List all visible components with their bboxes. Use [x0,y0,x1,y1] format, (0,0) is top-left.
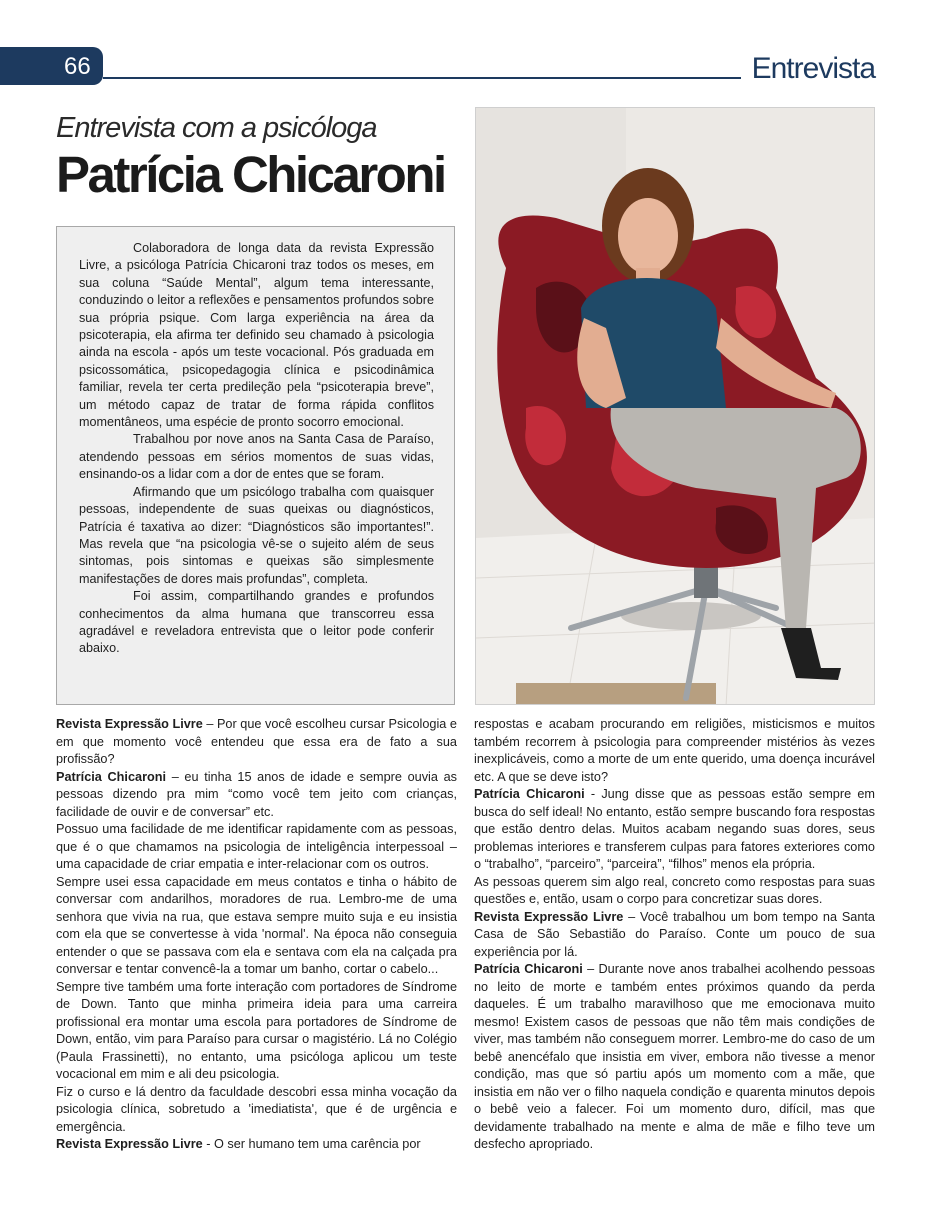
interview-paragraph [474,716,875,786]
paragraph-text: – eu tinha 15 anos de idade e sempre ouvia as pessoas dizendo pra mim “como você tem jeito com crianças, facilidade de ouvir e de conversar” etc. [56,769,457,819]
intro-paragraph: Colaboradora de longa data da revista Expressão Livre, a psicóloga Patrícia Chicaroni traz todos os meses, em sua coluna “Saúde Mental”, algum tema interessante, conduzindo o leitor a reflexões e pensamentos profundos sobre sua própria psique. Com larga experiência na área da psicoterapia, ela afirma ter definido seu chamado à psicologia ainda na escola - após um teste vocacional. Pós graduada em psicossomática, psicopedagogia clínica e psicodinâmica familiar, revela ter certa predileção pela “psicoterapia breve”, um método capaz de tratar de forma rápida conflitos momentâneos, uma espécie de pronto socorro emocional. [79,241,434,430]
header-rule [103,77,741,79]
intro-box [56,226,455,705]
paragraph-text: As pessoas querem sim algo real, concreto como respostas para suas questões e, então, usam o corpo para concretizar suas dores. [474,874,875,906]
interview-paragraph [56,821,457,874]
intro-paragraph: Afirmando que um psicólogo trabalha com quaisquer pessoas, independente de suas queixas ou diagnósticos, Patrícia é taxativa ao dizer: “Diagnósticos são importantes!”. Mas revela que “na psicologia vê-se o sujeito além de seus sintomas, pois sintomas e queixas são simplesmente manifestações de dores mais profundas”, completa. [79,484,434,586]
interview-paragraph [56,979,457,1084]
interview-paragraph [474,786,875,874]
interview-paragraph [56,769,457,822]
section-title: Entrevista [751,52,875,85]
paragraph-text: respostas e acabam procurando em religiões, misticismos e muitos também recorrem à psicologia para compreender mistérios às vezes inexplicáveis, como a morte de um ente querido, uma doença incurável etc. A que se deve isto? [474,717,875,784]
interview-paragraph [474,874,875,909]
interview-paragraph [474,909,875,962]
portrait-photo [475,107,875,705]
right-column [474,716,875,1154]
intro-paragraph: Foi assim, compartilhando grandes e profundos conhecimentos da alma humana que transcorreu essa agradável e reveladora entrevista que o leitor pode conferir abaixo. [79,589,434,656]
paragraph-text: Sempre tive também uma forte interação com portadores de Síndrome de Down. Tanto que minha primeira ideia para uma carreira profissional era montar uma escola para portadores de Síndrome de Down, então, vim para Paraíso para cursar o magistério. Lá no Colégio (Paula Frassinetti), no entanto, uma psicóloga aplicou um teste vocacional em mim e ali deu psicologia. [56,979,457,1081]
paragraph-text: Fiz o curso e lá dentro da faculdade descobri essa minha vocação da psicologia clínica, sobretudo a 'imediatista', que é de urgência e emergência. [56,1084,457,1134]
left-column [56,716,457,1154]
speaker-label: Patrícia Chicaroni [474,787,585,801]
paragraph-text: – Durante nove anos trabalhei acolhendo pessoas no leito de morte e também entes próximos quando da perda daqueles. É um trabalho maravilhoso que me emocionava muito mesmo! Existem casos de pessoas que não têm mais condições de viver, mas também não conseguem morrer. Lembro-me do caso de um bebê anencéfalo que insistia em viver, embora não tivesse a menor condição, mas que só partiu após um momento com a mãe, que insistia em não ver o filho naquela condição e quarenta minutos depois o bebê veio a falecer. Foi um momento duro, difícil, mas que devidamente trabalhado na mente e alma de mãe e filho teve um desfecho apropriado. [474,962,876,1151]
interview-paragraph [56,1136,457,1154]
speaker-label: Revista Expressão Livre [56,717,203,731]
page-number: 66 [64,53,91,80]
interview-paragraph [56,874,457,979]
headline-kicker: Entrevista com a psicóloga [56,112,377,144]
intro-paragraph: Trabalhou por nove anos na Santa Casa de Paraíso, atendendo pessoas em sérios momentos de suas vidas, ensinando-os a lidar com a dor de entes que se foram. [79,432,434,482]
paragraph-text: Possuo uma facilidade de me identificar rapidamente com as pessoas, que é o que chamamos na psicologia de inteligência interpessoal – uma capacidade de criar empatia e inter-relacionar com os outros. [56,822,457,871]
interview-paragraph [56,716,457,769]
interview-paragraph [56,1084,457,1137]
paragraph-text: – Você trabalhou um bom tempo na Santa Casa de São Sebastião do Paraíso. Conte um pouco de sua experiência por lá. [474,909,875,959]
paragraph-text: - O ser humano tem uma carência por [202,1137,421,1151]
paragraph-text: Sempre usei essa capacidade em meus contatos e tinha o hábito de conversar com andarilhos, moradores de rua. Lembro-me de uma senhora que vivia na rua, que estava sempre muito suja e eu insistia com ela que se convertesse à vida 'normal'. Na época não conseguia entender o que se passava com ela e sentava com ela na calçada pra conversar e tentar convencê-la a tomar um banho, cortar o cabelo... [56,874,457,976]
paragraph-text: – Por que você escolheu cursar Psicologia e em que momento você entendeu que essa era de fato a sua profissão? [56,717,457,766]
speaker-label: Revista Expressão Livre [474,909,624,924]
headline-name: Patrícia Chicaroni [56,146,445,203]
interview-paragraph [474,961,875,1154]
speaker-label: Patrícia Chicaroni [56,769,167,784]
paragraph-text: - Jung disse que as pessoas estão sempre em busca do self ideal! No entanto, estão sempre buscando fora respostas que estão dentro delas. Muitos acabam negando suas dores, seus problemas interiores e transferem culpas para fatores exteriores como o “trabalho”, “parceiro”, “parceira”, “filhos” menos ela própria. [474,787,875,871]
speaker-label: Patrícia Chicaroni [474,962,583,976]
speaker-label: Revista Expressão Livre [56,1137,203,1151]
